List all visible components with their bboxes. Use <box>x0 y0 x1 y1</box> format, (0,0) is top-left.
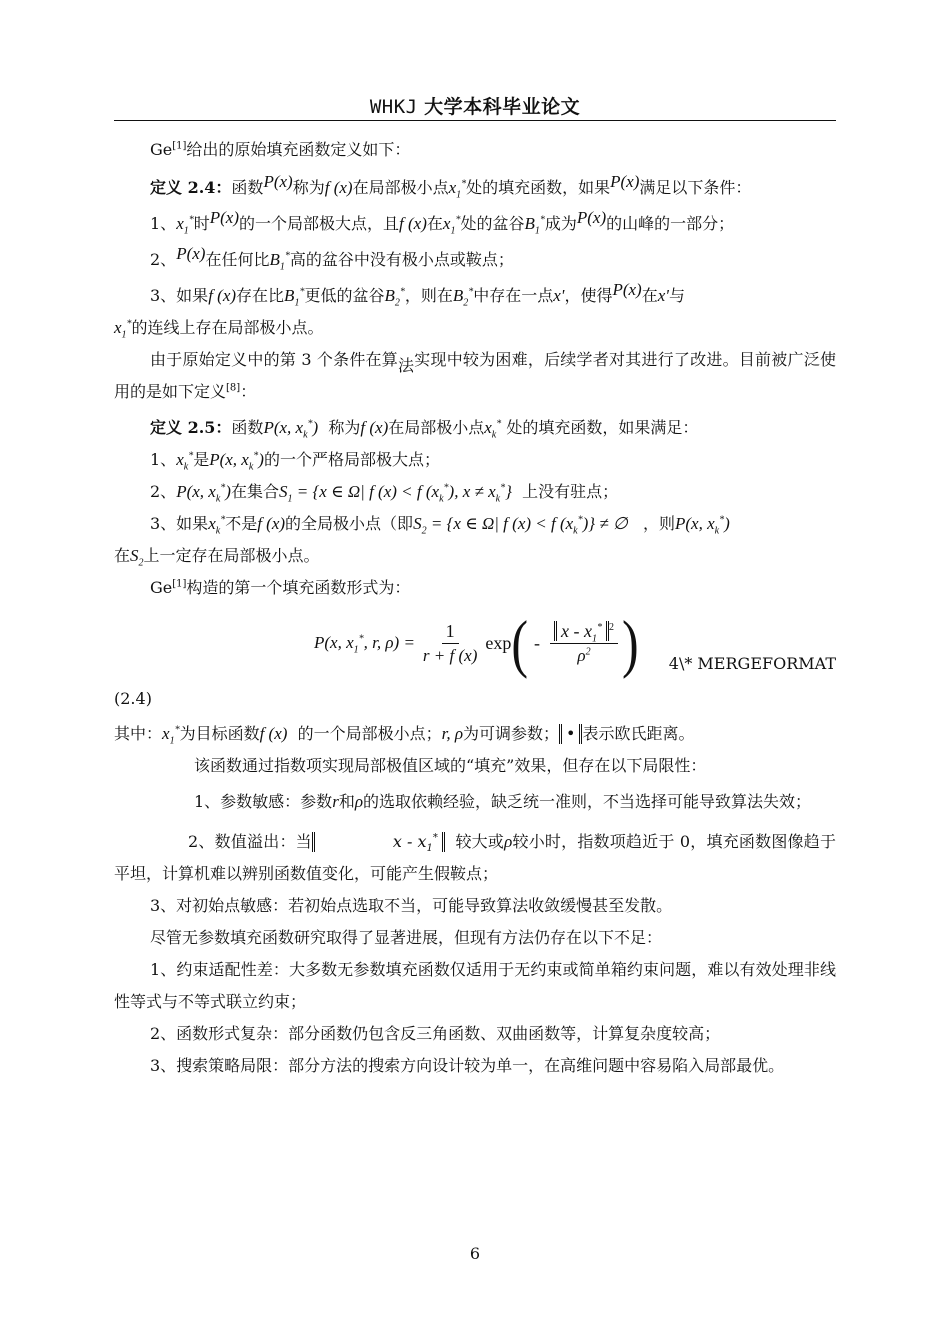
condition-d1 <box>114 444 836 476</box>
text: 的山峰的一部分； <box>606 214 735 233</box>
text: 上一定存在局部极小点。 <box>143 546 320 565</box>
text: , r, ρ) = <box>363 633 415 652</box>
text: 上没有驻点； <box>522 482 619 501</box>
text: 存在比 <box>236 286 285 305</box>
text: 的连线上存在局部极小点。 <box>131 318 324 337</box>
math-f-x: f (x) <box>208 286 237 305</box>
paragraph-where <box>114 718 836 750</box>
minus-sign: - <box>534 633 541 653</box>
text: 3、如果 <box>150 286 209 305</box>
math-P-x-xk: P(x, $x_k^*$) <box>176 482 231 505</box>
math-P-x: P(x) <box>612 280 642 299</box>
math-f-x: f (x) <box>360 418 389 437</box>
citation: [1] <box>172 140 187 152</box>
condition-d2 <box>114 476 836 508</box>
document-body <box>114 134 836 1082</box>
text: 1、参数敏感：参数 <box>194 792 333 811</box>
math-P-x: P(x) <box>176 244 206 263</box>
math-x-prime: x' <box>553 286 565 305</box>
math-rho: ρ <box>504 832 513 851</box>
citation: [8] <box>226 382 241 394</box>
math-xk-star: $x_k^*$ <box>208 514 226 537</box>
math-rho: ρ <box>354 792 363 811</box>
shortcoming-3: 3、搜索策略局限：部分方法的搜索方向设计较为单一，在高维问题中容易陷入局部最优。 <box>150 1056 785 1075</box>
paragraph-ge-intro <box>114 134 836 166</box>
text: 较大或 <box>455 832 505 851</box>
text: 不是 <box>225 514 258 533</box>
text: 高的盆谷中没有极小点或鞍点； <box>289 250 514 269</box>
limitation-2 <box>114 826 836 890</box>
text: ，则 <box>643 514 676 533</box>
text: 在 <box>114 546 131 565</box>
text: 其中： <box>114 724 163 743</box>
text: 构造的第一个填充函数形式为： <box>186 578 411 597</box>
text: 更低的盆谷 <box>304 286 385 305</box>
text: ，使得 <box>564 286 613 305</box>
math-B1-star: $B_1^*$ <box>524 214 545 237</box>
math-set-S1: $S_1 = \{x$ ∈ Ω| f (x) < f $(x_k^*)$, $x \ne x_k^*$} <box>278 482 512 505</box>
text: ： <box>240 382 257 401</box>
condition-1 <box>114 208 836 240</box>
text: 称为 <box>292 178 325 197</box>
text: Ge <box>150 140 173 159</box>
text: 较小时，指数项趋近于 0，填充函数图像趋于平坦，计算机难以辨别函数值变化，可能产生假鞍点； <box>114 832 836 883</box>
math-S2: $S_2$ <box>130 546 144 569</box>
page-header <box>114 92 836 120</box>
math-P-x: P(x) <box>209 208 240 227</box>
numerator: x - $x_1^*$ $^2$ <box>550 619 618 644</box>
text: 成为 <box>544 214 577 233</box>
text: 给出的原始填充函数定义如下： <box>186 140 411 159</box>
fraction <box>419 619 481 668</box>
text: 在任何比 <box>205 250 270 269</box>
text: 的全局极小点（即 <box>285 514 414 533</box>
math-x1-star: $x_1^*$ <box>114 318 132 341</box>
exp-label: exp <box>485 633 512 653</box>
math-f-x: f (x) <box>324 178 353 197</box>
text: 2、 <box>150 250 177 269</box>
definition-label: 定义 2.5： <box>150 418 232 437</box>
filled-function-formula: P(x, $x_1^*$, r, ρ) = $\frac{1}{r + f (x)}$ exp ( - $\frac{x - x_1^* ^2}{\rho^2}$ ) <box>314 606 639 680</box>
header-title-cn: 大学本科毕业论文 <box>424 96 581 118</box>
equation-field-code: 4\* MERGEFORMAT <box>668 654 836 673</box>
equation-number: (2.4) <box>114 689 152 708</box>
math-xk-star: $x_k^*$ <box>484 418 502 441</box>
header-title-latin: WHKJ <box>369 96 418 118</box>
text: 1、 <box>150 214 177 233</box>
text: 是 <box>193 450 210 469</box>
math-x1-star: $x_1^*$ <box>162 724 180 747</box>
text: 在 <box>641 286 658 305</box>
shortcoming-1: 1、约束适配性差：大多数无参数填充函数仅适用于无约束或简单箱约束问题，难以有效处理非线性等式与不等式联立约束； <box>114 960 836 1011</box>
math-B2-star: $B_2^*$ <box>384 286 405 309</box>
text: x - x <box>561 620 592 641</box>
text: 的一个局部极小点； <box>297 724 442 743</box>
text: 在局部极小点 <box>388 418 485 437</box>
text: 满足以下条件： <box>639 178 752 197</box>
header-rule <box>114 120 836 121</box>
text: 处的填充函数，如果满足： <box>506 418 699 437</box>
text: 2、 <box>150 482 177 501</box>
math-f-x: f (x) <box>399 214 427 233</box>
math-P-x: P(x) <box>576 208 607 227</box>
math-P-x: P(x) <box>610 172 640 191</box>
math-r: r <box>332 792 339 811</box>
math-B2-star: $B_2^*$ <box>452 286 474 309</box>
text: 在集合 <box>230 482 279 501</box>
text: 中存在一点 <box>473 286 554 305</box>
fraction <box>550 619 618 668</box>
math-P-x-xk: P(x, $x_k^*$) <box>209 450 264 473</box>
math-f-x: f (x) <box>259 724 288 743</box>
condition-3 <box>114 280 836 344</box>
limitation-1 <box>114 786 836 818</box>
math-x1-star: $x_1^*$ <box>448 178 467 201</box>
math-f-x: f (x) <box>257 514 286 533</box>
text: 在 <box>426 214 443 233</box>
text: 3、如果 <box>150 514 209 533</box>
shortcoming-2: 2、函数形式复杂：部分函数仍包含反三角函数、双曲函数等，计算复杂度较高； <box>150 1024 721 1043</box>
text: 表示欧氏距离。 <box>582 724 695 743</box>
definition-label: 定义 2.4： <box>150 178 232 197</box>
text: 称为 <box>328 418 361 437</box>
text: 实现中较为困难，后续学者对其进行了改进。目前被广泛使用的是如下定义 <box>114 350 836 401</box>
equation-2-4 <box>114 604 836 684</box>
math-xk-star: $x_k^*$ <box>176 450 194 473</box>
denominator: $\rho^2$ <box>577 645 591 665</box>
math-x1-star: $x_1^*$ <box>176 214 194 237</box>
math-P-x-xk: P(x, $x_k^*$) <box>675 514 730 537</box>
text: Ge <box>150 578 173 597</box>
page-number: 6 <box>469 1244 481 1263</box>
math-B1-star: $B_1^*$ <box>284 286 305 309</box>
numerator: 1 <box>442 619 459 644</box>
math-norm: • <box>559 724 582 744</box>
text: 为可调参数； <box>463 724 560 743</box>
text: P(x, x <box>314 633 354 652</box>
definition-2-4 <box>114 172 836 204</box>
text: 的一个严格局部极大点； <box>263 450 440 469</box>
math-P-x: P(x) <box>263 172 293 191</box>
text: 为目标函数 <box>179 724 260 743</box>
text: 处的盆谷 <box>460 214 525 233</box>
definition-2-5 <box>114 412 836 444</box>
text: 函数 <box>231 178 264 197</box>
text: 法 <box>398 356 415 375</box>
text: ，则在 <box>404 286 453 305</box>
text: 在局部极小点 <box>352 178 449 197</box>
math-norm-x-x1: x - $x_1^*$ <box>312 832 445 852</box>
text: 2、数值溢出：当 <box>188 832 312 851</box>
text: 由于原始定义中的第 3 个条件在算 <box>150 350 399 369</box>
limitation-3: 3、对初始点敏感：若初始点选取不当，可能导致算法收敛缓慢甚至发散。 <box>150 896 673 915</box>
text: ρ <box>577 645 586 665</box>
text: 时 <box>193 214 210 233</box>
paragraph-ge-construction <box>114 572 836 604</box>
condition-d3 <box>114 508 836 572</box>
text: 与 <box>668 286 685 305</box>
paragraph-limitations-intro: 该函数通过指数项实现局部极值区域的“填充”效果，但存在以下局限性： <box>194 756 707 775</box>
math-r-rho: r, ρ <box>441 724 464 743</box>
math-P-x-xk: P(x, $x_k^*$) <box>263 418 319 441</box>
condition-2 <box>114 244 836 276</box>
math-x1-star: $x_1^*$ <box>442 214 461 237</box>
denominator: r + f (x) <box>422 645 478 665</box>
text: 和 <box>338 792 355 811</box>
math-x-prime: x' <box>657 286 669 305</box>
citation: [1] <box>172 578 187 590</box>
left-paren: ( <box>511 606 529 680</box>
paragraph-improvement <box>114 344 836 408</box>
text: 的选取依赖经验，缺乏统一准则，不当选择可能导致算法失效； <box>363 792 812 811</box>
text: 处的填充函数，如果 <box>466 178 611 197</box>
math-B1-star: $B_1^*$ <box>269 250 290 273</box>
text: 1、 <box>150 450 177 469</box>
math-set-S2: $S_2 = \{x$ ∈ Ω| f (x) < f $(x_k^*)$} ≠ ∅ <box>413 514 628 537</box>
text: 函数 <box>231 418 264 437</box>
text: 的一个局部极大点，且 <box>239 214 400 233</box>
paragraph-shortcomings-intro: 尽管无参数填充函数研究取得了显著进展，但现有方法仍存在以下不足： <box>150 928 663 947</box>
right-paren: ) <box>622 606 639 680</box>
